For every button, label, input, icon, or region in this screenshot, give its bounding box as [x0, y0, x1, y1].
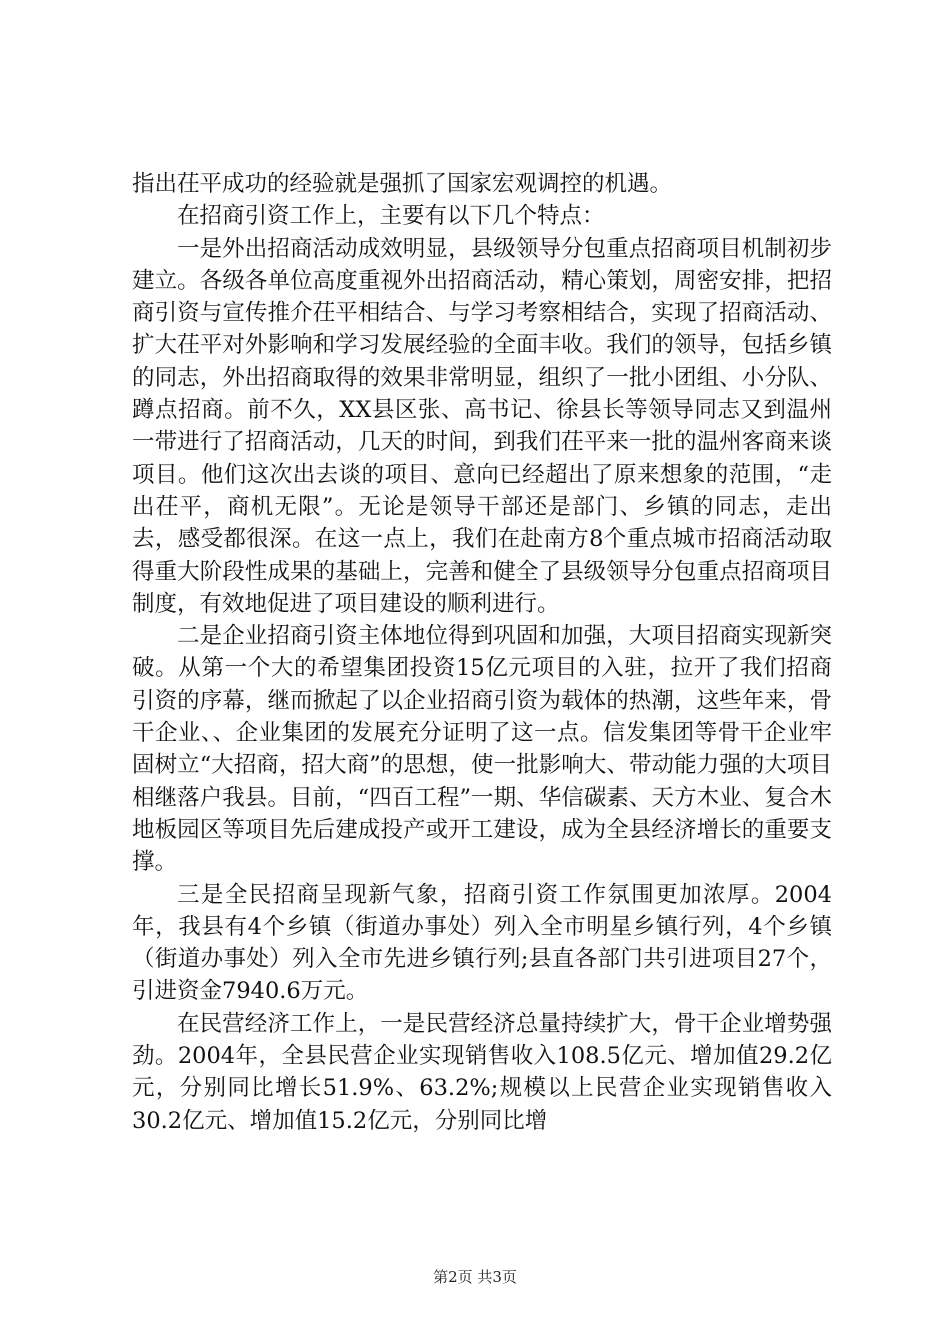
document-body	[132, 168, 832, 1137]
paragraph-point-one: 一是外出招商活动成效明显，县级领导分包重点招商项目机制初步建立。各级各单位高度重视外出招商活动，精心策划，周密安排，把招商引资与宣传推介茌平相结合、与学习考察相结合，实现了招商活动、扩大茌平对外影响和学习发展经验的全面丰收。我们的领导，包括乡镇的同志，外出招商取得的效果非常明显，组织了一批小团组、小分队、蹲点招商。前不久，XX县区张、高书记、徐县长等领导同志又到温州一带进行了招商活动，几天的时间，到我们茌平来一批的温州客商来谈项目。他们这次出去谈的项目、意向已经超出了原来想象的范围，“走出茌平，商机无限”。无论是领导干部还是部门、乡镇的同志，走出去，感受都很深。在这一点上，我们在赴南方8个重点城市招商活动取得重大阶段性成果的基础上，完善和健全了县级领导分包重点招商项目制度，有效地促进了项目建设的顺利进行。	[132, 235, 832, 617]
page-number-footer: 第2页 共3页	[433, 1268, 517, 1286]
paragraph-investment-intro: 在招商引资工作上，主要有以下几个特点：	[177, 203, 605, 230]
paragraph-point-three: 三是全民招商呈现新气象，招商引资工作氛围更加浓厚。2004年，我县有4个乡镇（街道办事处）列入全市明星乡镇行列，4个乡镇（街道办事处）列入全市先进乡镇行列;县直各部门共引进项目27个，引进资金7940.6万元。	[132, 881, 832, 1005]
paragraph-private-economy: 在民营经济工作上，一是民营经济总量持续扩大，骨干企业增势强劲。2004年，全县民营企业实现销售收入108.5亿元、增加值29.2亿元，分别同比增长51.9%、63.2%;规模以上民营企业实现销售收入30.2亿元、增加值15.2亿元，分别同比增	[132, 1010, 832, 1134]
paragraph-point-two: 二是企业招商引资主体地位得到巩固和加强，大项目招商实现新突破。从第一个大的希望集团投资15亿元项目的入驻，拉开了我们招商引资的序幕，继而掀起了以企业招商引资为载体的热潮，这些年来，骨干企业、、企业集团的发展充分证明了这一点。信发集团等骨干企业牢固树立“大招商，招大商”的思想，使一批影响大、带动能力强的大项目相继落户我县。目前，“四百工程”一期、华信碳素、天方木业、复合木地板园区等项目先后建成投产或开工建设，成为全县经济增长的重要支撑。	[132, 623, 832, 876]
paragraph-continued: 指出茌平成功的经验就是强抓了国家宏观调控的机遇。	[132, 171, 673, 197]
